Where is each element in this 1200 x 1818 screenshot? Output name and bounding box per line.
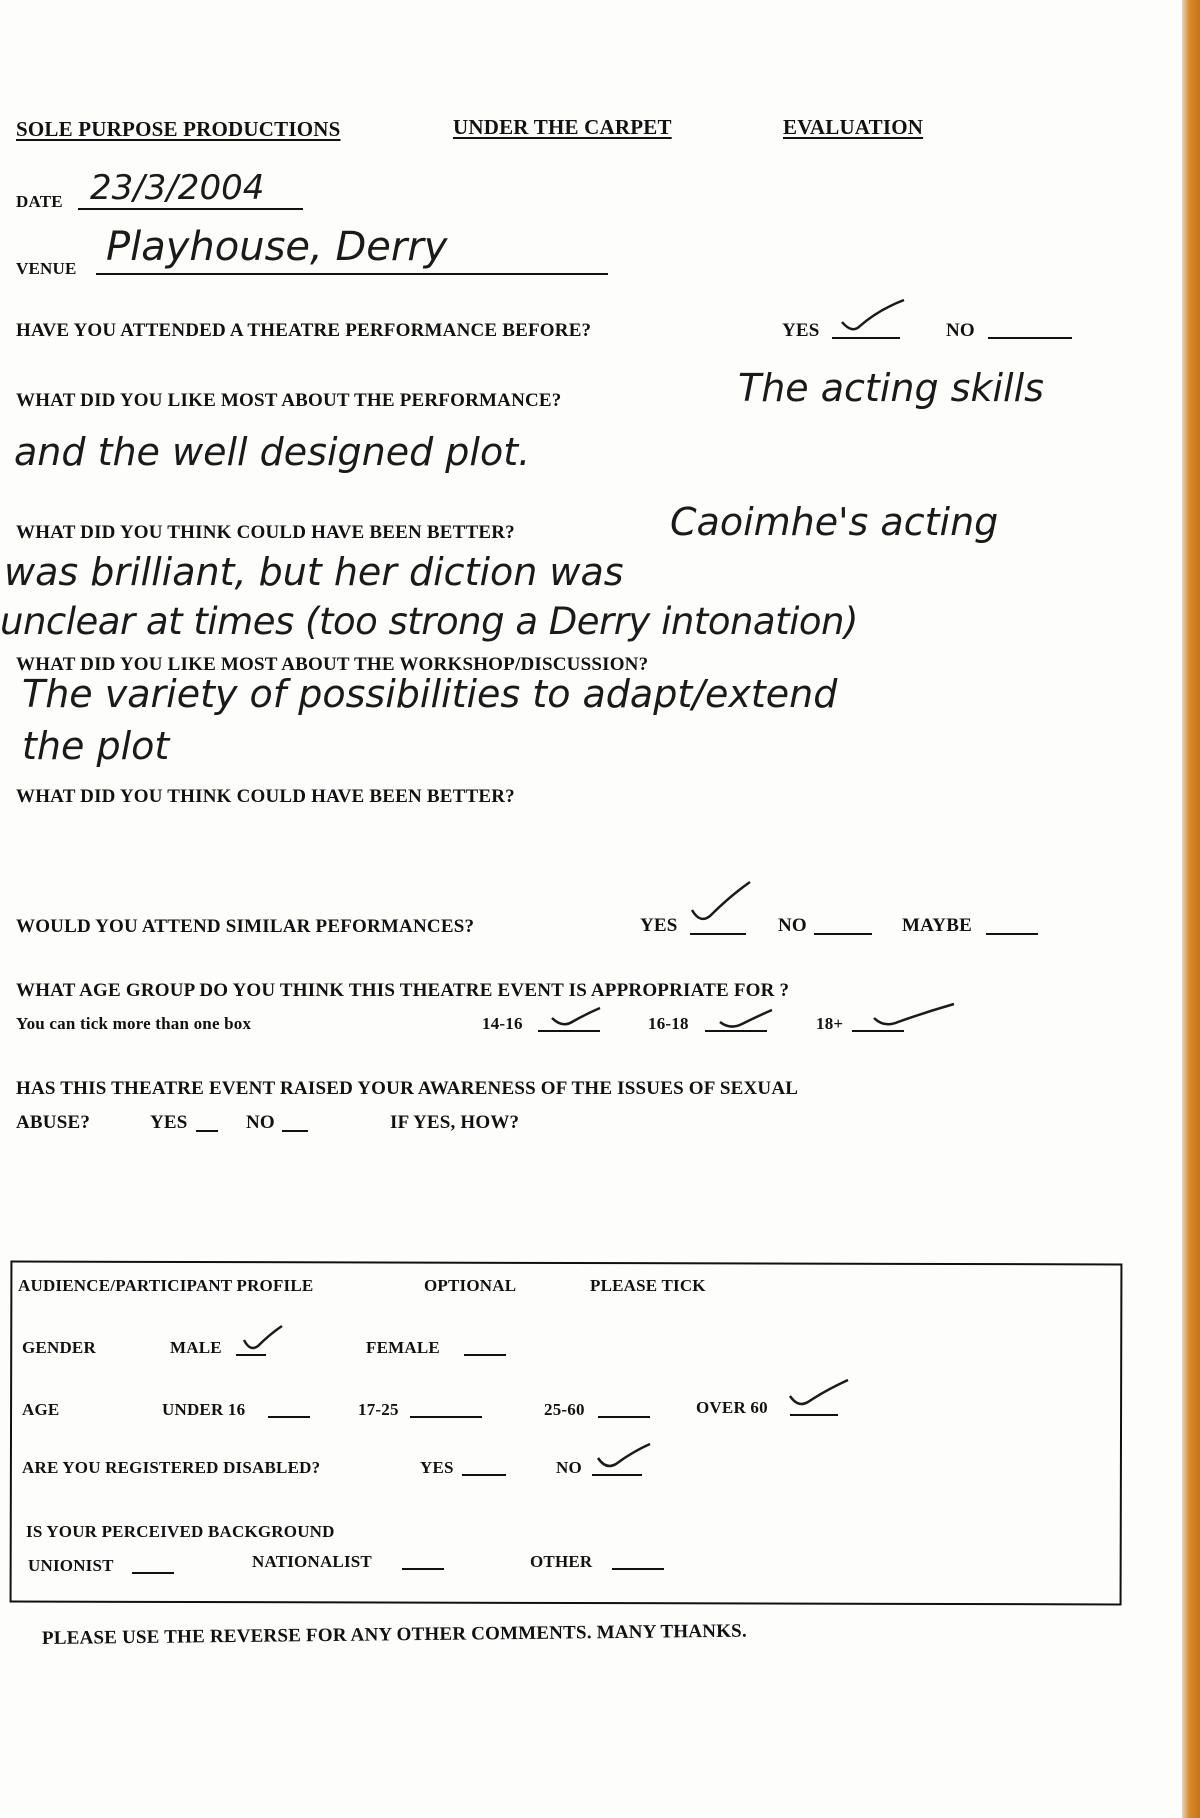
age-label: AGE <box>22 1400 60 1419</box>
q-similar-yes-line[interactable] <box>690 933 746 935</box>
q-age-hint: You can tick more than one box <box>16 1014 252 1033</box>
check-icon <box>594 1440 654 1474</box>
check-icon <box>716 1006 776 1032</box>
q-age-opt1: 14-16 <box>482 1014 523 1033</box>
check-icon <box>548 1004 604 1030</box>
q-age-opt3: 18+ <box>816 1014 844 1033</box>
q-age-text: WHAT AGE GROUP DO YOU THINK THIS THEATRE EVENT IS APPROPRIATE FOR ? <box>16 980 790 1001</box>
q-age-opt1-line[interactable] <box>538 1030 600 1032</box>
q-similar-text: WOULD YOU ATTEND SIMILAR PEFORMANCES? <box>16 916 475 937</box>
profile-please-tick: PLEASE TICK <box>590 1276 706 1295</box>
gender-male: MALE <box>170 1338 222 1357</box>
profile-title: AUDIENCE/PARTICIPANT PROFILE <box>18 1276 314 1295</box>
q-similar-maybe: MAYBE <box>902 915 972 936</box>
profile-optional: OPTIONAL <box>424 1276 517 1295</box>
check-icon <box>870 1000 958 1030</box>
check-icon <box>838 296 908 338</box>
date-line <box>78 208 303 210</box>
gender-label: GENDER <box>22 1338 96 1357</box>
disabled-label: ARE YOU REGISTERED DISABLED? <box>22 1458 321 1477</box>
age-17-25: 17-25 <box>358 1400 399 1419</box>
age-17-25-line[interactable] <box>410 1416 482 1418</box>
gender-female: FEMALE <box>366 1338 440 1357</box>
q-better-workshop-text: WHAT DID YOU THINK COULD HAVE BEEN BETTER? <box>16 786 515 807</box>
age-over-60: OVER 60 <box>696 1398 768 1417</box>
org-name: SOLE PURPOSE PRODUCTIONS <box>16 117 341 141</box>
q-like-workshop-text: WHAT DID YOU LIKE MOST ABOUT THE WORKSHOP/DISCUSSION? <box>16 654 649 675</box>
q-awareness-no: NO <box>246 1112 275 1133</box>
check-icon <box>688 878 754 930</box>
q-similar-maybe-line[interactable] <box>986 933 1038 935</box>
background-nationalist: NATIONALIST <box>252 1552 372 1571</box>
gender-male-line[interactable] <box>236 1354 266 1356</box>
q-better-perf-answer-3[interactable]: unclear at times (too strong a Derry intonation) <box>0 600 858 643</box>
background-label: IS YOUR PERCEIVED BACKGROUND <box>26 1522 335 1541</box>
venue-line <box>96 273 608 275</box>
background-other: OTHER <box>530 1552 593 1571</box>
q-like-workshop-answer-1[interactable]: The variety of possibilities to adapt/extend <box>22 672 838 716</box>
q-age-opt3-line[interactable] <box>852 1030 904 1032</box>
disabled-yes: YES <box>420 1458 454 1477</box>
folder-edge <box>1182 0 1200 1818</box>
q-like-perf-answer-1[interactable]: The acting skills <box>738 366 1044 410</box>
q-attended-no-line[interactable] <box>988 337 1072 339</box>
q-awareness-how: IF YES, HOW? <box>390 1112 520 1133</box>
q-like-perf-answer-2[interactable]: and the well designed plot. <box>14 430 531 474</box>
background-nationalist-line[interactable] <box>402 1568 444 1570</box>
age-under-16: UNDER 16 <box>162 1400 246 1419</box>
q-awareness-yes-line[interactable] <box>196 1130 218 1132</box>
check-icon <box>240 1322 286 1354</box>
age-under-16-line[interactable] <box>268 1416 310 1418</box>
q-awareness-line1: HAS THIS THEATRE EVENT RAISED YOUR AWARENESS OF THE ISSUES OF SEXUAL <box>16 1078 799 1099</box>
q-attended-text: HAVE YOU ATTENDED A THEATRE PERFORMANCE BEFORE? <box>16 320 592 341</box>
q-awareness-abuse: ABUSE? <box>16 1112 91 1133</box>
q-like-perf-text: WHAT DID YOU LIKE MOST ABOUT THE PERFORMANCE? <box>16 390 562 411</box>
age-25-60: 25-60 <box>544 1400 585 1419</box>
q-better-perf-answer-1[interactable]: Caoimhe's acting <box>670 500 999 544</box>
background-other-line[interactable] <box>612 1568 664 1570</box>
q-attended-yes: YES <box>782 320 820 341</box>
age-over-60-line[interactable] <box>790 1414 838 1416</box>
q-attended-no: NO <box>946 320 975 341</box>
q-similar-no: NO <box>778 915 807 936</box>
q-like-workshop-answer-2[interactable]: the plot <box>22 724 170 768</box>
doc-title: EVALUATION <box>783 115 924 139</box>
background-unionist: UNIONIST <box>28 1556 114 1575</box>
disabled-no-line[interactable] <box>592 1474 642 1476</box>
disabled-yes-line[interactable] <box>462 1474 506 1476</box>
venue-value[interactable]: Playhouse, Derry <box>106 224 448 270</box>
q-better-perf-answer-2[interactable]: was brilliant, but her diction was <box>4 550 624 594</box>
background-unionist-line[interactable] <box>132 1572 174 1574</box>
disabled-no: NO <box>556 1458 582 1477</box>
q-awareness-no-line[interactable] <box>282 1130 308 1132</box>
gender-female-line[interactable] <box>464 1354 506 1356</box>
date-value[interactable]: 23/3/2004 <box>90 168 265 208</box>
q-better-perf-text: WHAT DID YOU THINK COULD HAVE BEEN BETTER? <box>16 522 515 543</box>
q-age-opt2: 16-18 <box>648 1014 689 1033</box>
check-icon <box>786 1376 852 1412</box>
age-25-60-line[interactable] <box>598 1416 650 1418</box>
footer-note: PLEASE USE THE REVERSE FOR ANY OTHER COMMENTS. MANY THANKS. <box>41 1620 747 1649</box>
venue-label: VENUE <box>16 259 77 278</box>
q-awareness-yes: YES <box>150 1112 188 1133</box>
q-similar-yes: YES <box>640 915 678 936</box>
q-similar-no-line[interactable] <box>814 933 872 935</box>
date-label: DATE <box>16 192 63 211</box>
show-title: UNDER THE CARPET <box>453 115 672 139</box>
